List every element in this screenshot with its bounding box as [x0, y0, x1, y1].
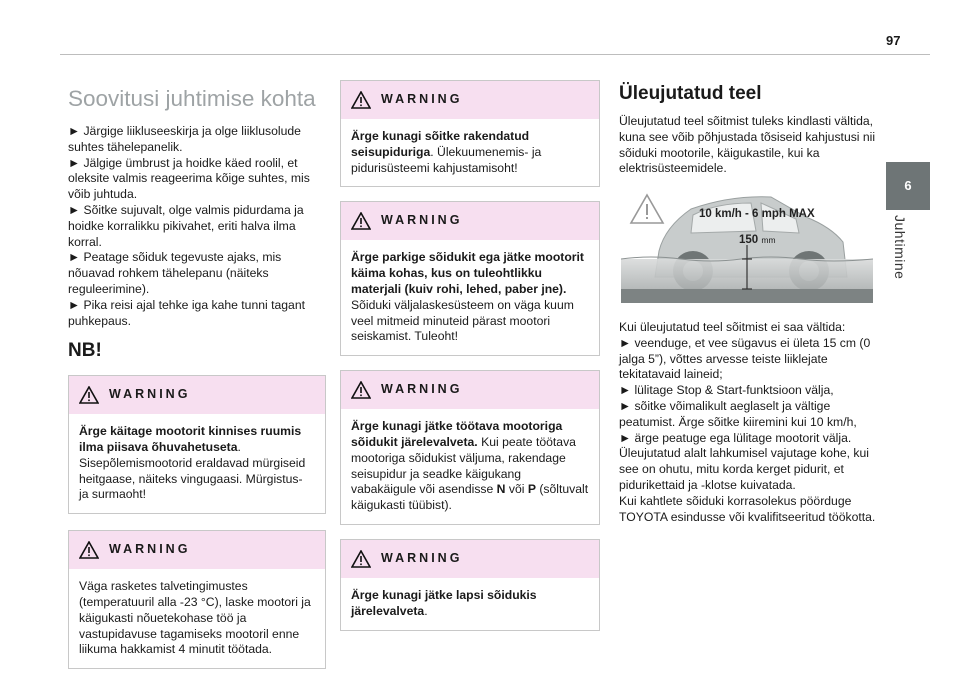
warning-icon	[351, 91, 371, 109]
gear-p: P	[527, 482, 536, 497]
warning-text: .	[424, 603, 428, 618]
section-title: Üleujutatud teel	[619, 83, 762, 104]
warning-icon	[351, 381, 371, 399]
chapter-tab[interactable]: 6	[886, 162, 930, 210]
bullet: ► Pika reisi ajal tehke iga kahe tunni tagant puhkepaus.	[68, 297, 305, 328]
body-line: Kui kahtlete sõiduki korrasolekus pöörduge TOYOTA esindusse või kvalifitseeritud töökotta.	[619, 493, 876, 524]
warning-icon	[351, 550, 371, 568]
warning-icon	[79, 386, 99, 404]
warning-text: või	[505, 482, 528, 497]
bullet: ► Peatage sõiduk tegevuste ajaks, mis nõuavad rohkem tähelepanu (näiteks reguleerimine).	[68, 250, 282, 296]
nb-title: NB!	[68, 340, 102, 362]
bullet: ► lülitage Stop & Start-funktsioon välja,	[619, 383, 834, 398]
warning-label: WARNING	[381, 382, 463, 397]
column-2	[340, 80, 600, 645]
intro-paragraph: Üleujutatud teel sõitmist tuleks kindlasti vältida, kuna see võib põhjustada tõsiseid kahjustusi nii sõiduki mootorile, käigukastile, kui ka elektrisüsteemidele.	[619, 114, 876, 176]
warning-bold: Ärge parkige sõidukit ega jätke mootorit käima kohas, kus on tuleohtlikku materjali (kuiv rohi, lehed, paber jne).	[351, 250, 584, 296]
warning-text: . Sisepõlemismootorid eraldavad mürgiseid heitgaase, näiteks vingugaasi. Mürgistus- ja surmaoht!	[79, 439, 306, 502]
warning-text: Väga rasketes talvetingimustes (temperatuuril alla -23 °C), laske mootori ja käigukasti nõuetekohase töö ja vastupidavuse tagamiseks mootoril enne liikuma hakkamist 4 minutit töötada.	[79, 579, 311, 657]
warning-label: WARNING	[381, 551, 463, 566]
depth-unit: mm	[761, 235, 776, 246]
warning-text: . Ülekuumenemis- ja pidurisüsteemi kahjustamisoht!	[351, 144, 542, 175]
speed-label: 10 km/h - 6 mph MAX	[699, 208, 815, 221]
warning-text: (sõltuvalt käigukasti tüübist).	[351, 482, 589, 513]
warning-text: Sõiduki väljalaskesüsteem on väga kuum veel mitmeid minuteid pärast mootori seiskamist. Tuleoht!	[351, 297, 574, 344]
warning-bold: Ärge kunagi jätke lapsi sõidukis järelevalveta	[351, 587, 537, 618]
section-title: Soovitusi juhtimise kohta	[68, 86, 316, 111]
warning-label: WARNING	[381, 92, 463, 107]
depth-value: 150	[739, 234, 759, 247]
warning-label: WARNING	[381, 213, 463, 228]
gear-n: N	[496, 482, 506, 497]
bullet: ► ärge peatuge ega lülitage mootorit välja.	[619, 430, 852, 445]
bullet: ► Jälgige ümbrust ja hoidke käed roolil, et oleksite valmis reageerima kõige suhtes, mis võib juhtuda.	[68, 155, 310, 202]
warning-bold: Ärge kunagi jätke töötava mootoriga sõidukit järelevalveta.	[351, 419, 563, 449]
warning-icon	[351, 212, 371, 230]
bullet: ► Järgige liikluseeskirja ja olge liiklusolude suhtes tähelepanelik.	[68, 124, 301, 154]
warning-box	[340, 201, 600, 356]
flooded-road-illustration	[621, 187, 873, 303]
warning-bold: Ärge kunagi sõitke rakendatud seisupiduriga	[351, 129, 530, 159]
warning-text: Kui peate töötava mootoriga sõidukist väljuma, rakendage seisupidur ja seadke käigukang vabakäigule või asendisse	[351, 434, 576, 497]
warning-label: WARNING	[109, 542, 191, 557]
column-1	[68, 86, 326, 685]
warning-box	[340, 370, 600, 525]
warning-bold: Ärge käitage mootorit kinnises ruumis ilma piisava õhuvahetuseta	[79, 424, 302, 454]
warning-label: WARNING	[109, 387, 191, 402]
warning-box	[68, 530, 326, 669]
warning-box	[68, 375, 326, 514]
bullet: ► veenduge, et vee sügavus ei ületa 15 cm (0 jalga 5”), võttes arvesse teiste liiklejate tekitatavaid laineid;	[619, 335, 871, 382]
body-line: Üleujutatud alalt lahkumisel vajutage kohe, kui see on ohutu, mitu korda kerget pidurit, et pidurikettaid ja -klotse kuivatada.	[619, 446, 869, 492]
warning-box	[340, 80, 600, 187]
warning-icon	[79, 541, 99, 559]
bullet: ► Sõitke sujuvalt, olge valmis pidurdama ja hoidke korralikku pikivahet, eriti halva ilma korral.	[68, 202, 304, 249]
column-3	[619, 82, 877, 525]
chapter-label: Juhtimine	[892, 215, 908, 280]
bullet: ► sõitke võimalikult aeglaselt ja vältige peatumist. Ärge sõitke kiiremini kui 10 km/h,	[619, 398, 857, 429]
warning-box	[340, 539, 600, 631]
header-rule	[60, 54, 930, 55]
svg-text:150 mm	[739, 234, 776, 246]
body-line: Kui üleujutatud teel sõitmist ei saa vältida:	[619, 319, 846, 334]
page-number: 97	[886, 33, 901, 48]
